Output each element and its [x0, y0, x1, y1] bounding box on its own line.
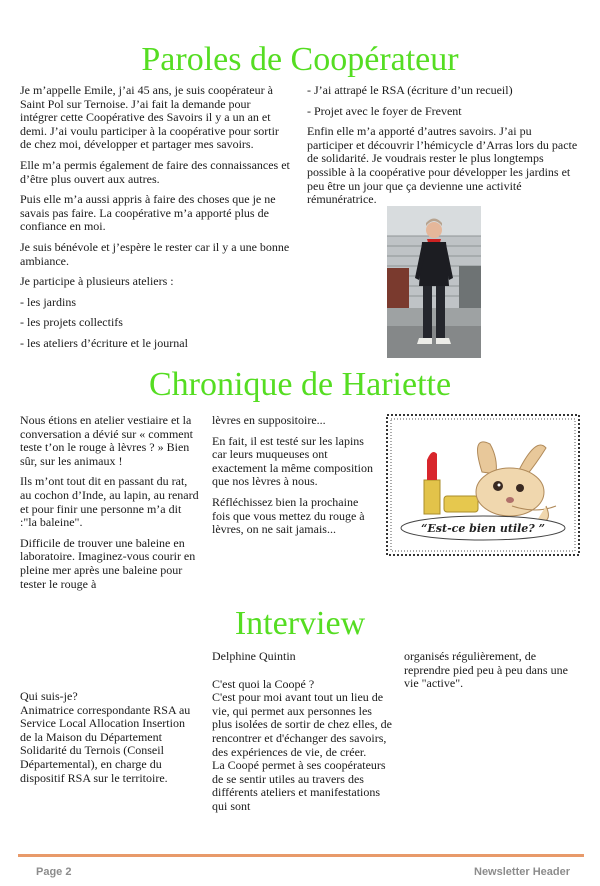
- footer-rule: [18, 854, 584, 857]
- paragraph: Je participe à plusieurs ateliers :: [20, 274, 174, 289]
- paragraph: lèvres en suppositoire...: [212, 413, 326, 427]
- interview-text: C'est quoi la Coopé ? C'est pour moi avant tout un lieu de vie, qui permet aux personnes les plus isolées de sortir de chez elles, de rencontrer et d'échanger des savoirs, des expériences de vie, de créer. La Coopé permet à ses coopérateurs de se sentir utiles au travers des différents ateliers et manifestations qui sont: [212, 676, 392, 813]
- paragraph: Je m’appelle Emile, j’ai 45 ans, je suis coopérateur à Saint Pol sur Ternoise. J’ai fait la demande pour intégrer cette Coopérative des Savoirs il y a un an et demi. J’ai voulu participer à la coopérative pour sortir de chez moi, développer et partager mes savoirs.: [20, 83, 279, 152]
- paragraph: Enfin elle m’a apporté d’autres savoirs. J’ai pu participer et découvrir l’hémicycle d’Arras lors du pacte de solidarité. Je voudrais rester le plus longtemps possible à la coopérative pour développer les jardins et peu être un jour que ça devienne une activité rémunératrice.: [307, 124, 578, 207]
- paragraph: Puis elle m’a aussi appris à faire des choses que je ne savais pas faire. La coopérative m’a apporté plus de confiance en moi.: [20, 192, 276, 234]
- interview-column-2: [212, 650, 392, 814]
- interview-column-3: organisés régulièrement, de reprendre pied peu à peu dans une vie "active".: [404, 649, 568, 691]
- chronique-column-2: [212, 414, 377, 544]
- chronique-column-1: [20, 414, 200, 598]
- newsletter-header-label: Newsletter Header: [474, 866, 570, 878]
- rabbit-lipstick-illustration: [386, 414, 580, 556]
- paragraph: Difficile de trouver une baleine en laboratoire. Imaginez-vous courir en pleine mer après une baleine pour tester le rouge à: [20, 535, 196, 591]
- paragraph: Ils m’ont tout dit en passant du rat, au cochon d’Inde, au lapin, au renard et pour finir une personne m’a dit :"la baleine".: [20, 474, 199, 530]
- interviewee-name: Delphine Quintin: [212, 649, 296, 663]
- section-title-interview: Interview: [234, 605, 366, 642]
- list-item: - Projet avec le foyer de Frevent: [307, 103, 462, 118]
- paroles-right-column: [307, 84, 579, 214]
- paroles-left-column: [20, 84, 290, 358]
- emile-photo: [387, 206, 481, 358]
- list-item: - les projets collectifs: [20, 315, 123, 330]
- list-item: - les jardins: [20, 294, 76, 309]
- paragraph: Je suis bénévole et j’espère le rester car il y a une bonne ambiance.: [20, 239, 290, 268]
- paragraph: Elle m’a permis également de faire des connaissances et d’être plus ouvert aux autres.: [20, 157, 290, 186]
- interview-column-1: Qui suis-je? Animatrice correspondante RSA au Service Local Allocation Insertion de la Maison du Département Solidarité du Ternois (Conseil Départemental), en charge du dispositif RSA sur le territoire.: [20, 689, 191, 785]
- paragraph: En fait, il est testé sur les lapins car leurs muqueuses ont exactement la même composition que nos lèvres à nous.: [212, 433, 373, 489]
- paragraph: Nous étions en atelier vestiaire et la conversation a dévié sur « comment teste t’on le rouge à lèvres ? » Bien sûr, sur les animaux !: [20, 413, 193, 468]
- section-title-chronique: Chronique de Hariette: [148, 366, 452, 403]
- section-title-paroles: Paroles de Coopérateur: [141, 41, 459, 78]
- page-number: Page 2: [36, 866, 72, 878]
- list-item: - J’ai attrapé le RSA (écriture d’un recueil): [307, 83, 513, 97]
- list-item: - les ateliers d’écriture et le journal: [20, 335, 188, 350]
- illustration-caption: “Est-ce bien utile? ”: [421, 522, 545, 535]
- paragraph: Réfléchissez bien la prochaine fois que vous mettez du rouge à lèvres, on ne sait jamais...: [212, 494, 365, 537]
